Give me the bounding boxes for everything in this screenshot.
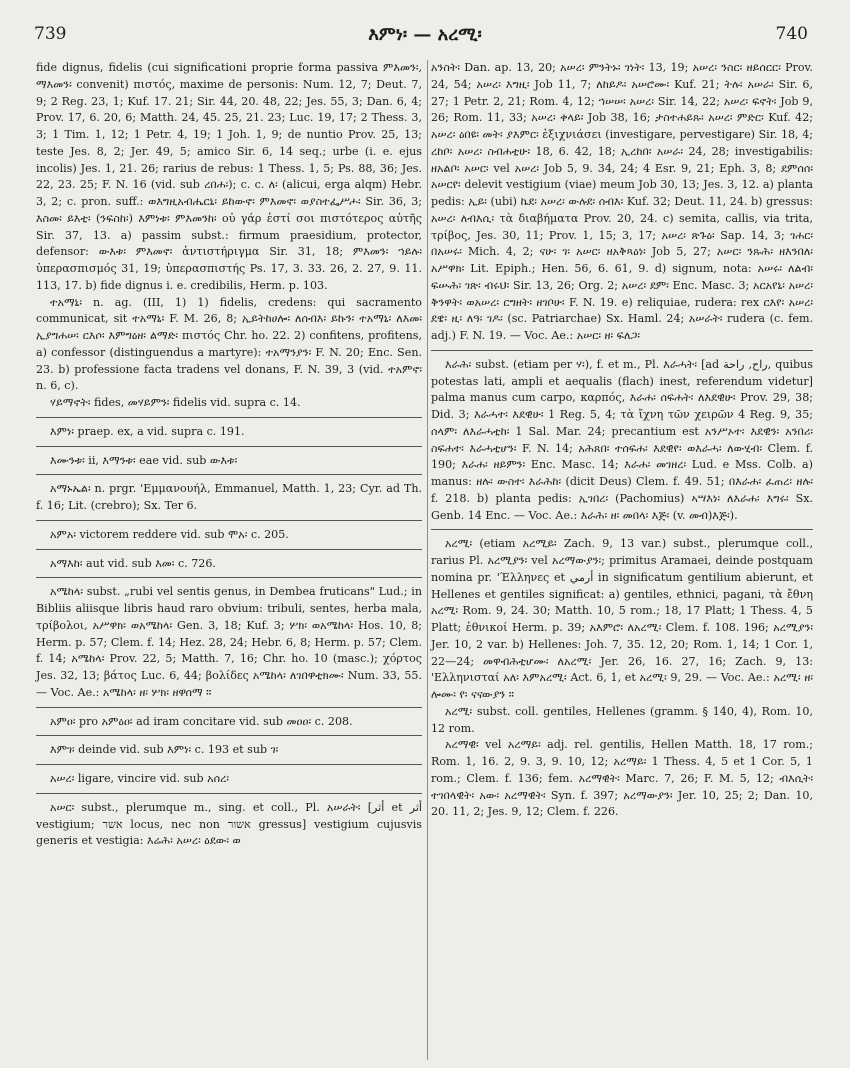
page-number-right: 740 [775, 24, 808, 44]
entry-text: አማኑኤል፡ n. prgr. 'Εμμανουήλ, Emmanuel, Matth. 1, 23; Cyr. ad Th. f. 16; Lit. (crebro); Sx. Ter 6. [36, 482, 422, 512]
entry-divider [36, 735, 422, 736]
running-title: እምነ፡ — አረሚ፡ [368, 24, 482, 45]
entry-text: ተአማኒ፡ n. ag. (III, 1) 1) fidelis, credens: qui sacramento communicat, sit ተአማኒ፡ F. M. 26, 8; ኢይትከሀሎ፡ ለሰብእ፡ ይኩን፡ ተአማኒ፡ ለእመ፡ ኢያግሐሠ፡ ርእሶ፡ እምግዕዘ፡ ልማድ፡ πιστός Chr. ho. 22. 2) confitens, profitens, a) confessor (distinguendus a martyre): ተአማንያን፡ F. N. 20; Enc. Sen. 23. b) professione facta tradens vel donans, F. N. 39, 3 (vid. ተአምኖ፡ n. 6, c). [36, 295, 422, 393]
entry-text: እሙንቱ፡ ii, እማንቱ፡ eae vid. sub ውእቱ፡ [50, 453, 238, 467]
entry-text: አምዐ፡ pro አምዕዐ፡ ad iram concitare vid. sub መዐዐ፡ c. 208. [50, 714, 353, 728]
entry-divider [36, 549, 422, 550]
entry-divider [431, 529, 813, 530]
entry-text: አረሚ፡ subst. coll. gentiles, Hellenes (gramm. § 140, 4), Rom. 10, 12 rom. [431, 704, 813, 735]
column-divider [427, 60, 428, 1060]
entry-divider [431, 350, 813, 351]
left-column [36, 60, 422, 850]
entry-divider [36, 520, 422, 521]
entry-text: እምነ፡ praep. ex, a vid. supra c. 191. [50, 424, 245, 438]
right-column [431, 60, 813, 821]
entry-divider [36, 707, 422, 708]
entry-text: እራሕ፡ subst. (etiam per ሃ፡), f. et m., Pl. እራሓት፡ [ad راح, راحة, quibus potestas lati, ampli et aequalis (flach) inest, referendum videtur] palma manus cum carpo, καρπός, እራሐ፡ ሰፍሐት፡ ለእደዊሁ፡ Prov. 29, 38; Did. 3; እራሓተ፡ እደዊሁ፡ 1 Reg. 5, 4; τὰ ἴχνη τῶν χειρῶν 4 Reg. 9, 35; ሰላም፡ ለእራሓቲከ፡ 1 Sal. Mar. 24; precantium est አንሥኦተ፡ እደዊን፡ አንበሪ፡ ስፍሐተ፡ እራሓቲሆን፡ F. N. 14; አሕጸበ፡ ተሰፍሐ፡ እደዊየ፡ ወእራሓ፡ ለውሂብ፡ Clem. f. 190; እራሐ፡ ዘይምን፡ Enc. Masc. 14; እራሐ፡ መገዘረ፡ Lud. e Mss. Colb. a) manus: ዘሉ፡ ውስተ፡ እራሕከ፡ (dicit Deus) Clem. f. 49. 51; በእራሐ፡ ፈጠረ፡ ዘሉ፡ f. 218. b) planta pedis: ኢገበረ፡ (Pachomius) ኣሣእነ፡ ለእራሐ፡ እግሩ፡ Sx. Genb. 14 Enc. — Voc. Ae.: እራሕ፡ ዘ፡ መበላ፡ እጅ፡ (v. መብ)እጅ፡). [431, 357, 813, 522]
entry-text: fide dignus, fidelis (cui significationi proprie forma passiva ምእመን፡, ማእመን፡ convenit) πιστός, maxime de personis: Num. 12, 7; Deut. 7, 9; 2 Reg. 23, 1; Kuf. 17. 21; Sir. 44, 20. 48, 22; Jes. 55, 3; Dan. 6, 4; Prov. 17, 6. 20, 6; Matth. 24, 45. 25, 21. 23; Luc. 19, 17; 2 Thess. 3, 3; 1 Tim. 1, 12; 1 Petr. 4, 19; 1 Joh. 1, 9; de nuntio Prov. 25, 13; teste Jes. 8, 2; Jer. 49, 5; amico Sir. 6, 14 seq.; urbe (i. e. ejus incolis) Jes. 1, 21. 26; rarius de rebus: 1 Thess. 1, 5; Ps. 88, 36; Jes. 22, 23. 25; F. N. 16 (vid. sub ረበሐ፡); c. c. ለ፡ (alicui, erga alqm) Hebr. 3, 2; c. pron. suff.: ወእግዚአብሔርኒ፡ ይከውኖ፡ ምእመኖ፡ ወያስተፌሥሖ፡ Sir. 36, 3; እስመ፡ ይእቲ፡ (ንፍስከ፡) እምነቱ፡ ምእመንከ፡ οὐ γάρ ἐστί σοι πιστότερος αὐτῆς Sir. 37, 13. a) passim subst.: firmum praesidium, protector, defensor: ውእቱ፡ ምእመኖ፡ ἀντιστήριγμα Sir. 31, 18; ምእመን፡ ኀይሉ፡ ὑπερασπισμός 31, 19; ὑπερασπιστής Ps. 17, 3. 33. 26, 2. 27, 9. 11. 113, 17. b) fide dignus i. e. credibilis, Herm. p. 103. [36, 61, 422, 292]
entry-text: አሠር፡ subst., plerumque m., sing. et coll., Pl. አሠራት፡ [أثر et أثر vestigium; אשר locus, nec non אשור gressus] vestigium cujusvis generis et vestigia: እሬሕ፡ አሠረ፡ ዕደው፡ ወ [36, 800, 423, 848]
entry-divider [36, 577, 422, 578]
entry-text: ሃይማኖት፡ fides, መሃይምን፡ fidelis vid. supra c. 14. [50, 396, 301, 409]
entry-text: አሜከላ፡ subst. „rubi vel sentis genus, in Dembea fruticans" Lud.; in Bibliis aliisque libris haud raro obvium: tribuli, sentes, herba mala, τρίβολοι, አሥዋክ፡ ወአሜከላ፡ Gen. 3, 18; Kuf. 3; ሦክ፡ ወአሜከላ፡ Hos. 10, 8; Herm. p. 57; Clem. f. 14; Hez. 28, 24; Hebr. 6, 8; Herm. p. 57; Clem. f. 14; አሜከላ፡ Prov. 22, 5; Matth. 7, 16; Chr. ho. 10 (masc.); χόρτος Jes. 32, 13; βάτος Luc. 6, 44; βολίδες አሜከላ፡ ለገበዋቲክሙ፡ Num. 33, 55. — Voc. Ae.: አሜከላ፡ ዘ፡ ሦክ፡ ዘዋሰማ ። [36, 585, 422, 699]
entry-divider [36, 474, 422, 475]
entry-text: አረሚ፡ (etiam አረሚይ፡ Zach. 9, 13 var.) subst., plerumque coll., rarius Pl. አረሚያን፡ vel አረማውያን፡; primitus Aramaei, deinde postquam nomina pr. 'Έλληνες et أرمي in significatum gentilium abierunt, et Hellenes et gentiles significat: a) gentiles, ethnici, pagani, τὰ ἔθνη አረሚ፡ Rom. 9, 24. 30; Matth. 10, 5 rom.; 18, 17 Platt; 1 Thess. 4, 5 Platt; ἐθνικοί Herm. p. 39; አእምሮ፡ ለአረሚ፡ Clem. f. 108. 196; አረሚያን፡ Jer. 10, 2 var. b) Hellenes: Joh. 7, 35. 12, 20; Rom. 1, 14; 1 Cor. 1, 22—24; መዋብሕቲሆሙ፡ ለአረሚ፡ Jer. 26, 16. 27, 16; Zach. 9, 13: 'Ελληνισταί አለ፡ እምአረሚ፡ Act. 6, 1, et አረሚ፡ 9, 29. — Voc. Ae.: አረሚ፡ ዘ፡ ሎሙ፡ የ፡ ናናውያን ። [431, 537, 814, 701]
entry-text: አምአ፡ victorem reddere vid. sub ሞአ፡ c. 205. [50, 527, 289, 541]
entry-text: አረማዊ፡ vel አረማይ፡ adj. rel. gentilis, Hellen Matth. 18, 17 rom.; Rom. 1, 16. 2, 9. 3, 9. 10, 12; አረማይ፡ 1 Thess. 4, 5 et 1 Cor. 5, 1 rom.; Clem. f. 136; fem. አረማዊት፡ Marc. 7, 26; F. M. 5, 12; ብእሲት፡ ተገበላዊት፡ አው፡ አረማዊት፡ Syn. f. 397; አረማውያን፡ Jer. 10, 25; 2; Dan. 10, 20. 11, 2; Jes. 9, 12; Clem. f. 226. [431, 738, 813, 819]
entry-text: አሠረ፡ ligare, vincire vid. sub አሰረ፡ [50, 772, 229, 785]
entry-divider [36, 793, 422, 794]
page-number-left: 739 [34, 24, 67, 44]
entry-text: አንስት፡ Dan. ap. 13, 20; አሠረ፡ ምንትኑ፡ ገነት፡ 13, 19; አሠረ፡ ንስር፡ ዘይሰርር፡ Prov. 24, 54; አሠረ፡ እግዚ፡ Job 11, 7; ለከይዶ፡ አሠሮሙ፡ Kuf. 21; ትሉ፡ አሠራ፡ Sir. 6, 27; 1 Petr. 2, 21; Rom. 4, 12; ኀሠሠ፡ አሠረ፡ Sir. 14, 22; አሠረ፡ ፍኖት፡ Job 9, 26; Rom. 11, 33; አሠረ፡ ቀላይ፡ Job 38, 16; ታስተሐይጹ፡ አሠረ፡ ምድር፡ Kuf. 42; አሠረ፡ ዕበዩ፡ መት፡ ያእምር፡ ἐξιχνιάσει (investigare, pervestigare) Sir. 18, 4; ረከቦ፡ አሠረ፡ ስብሐቲሁ፡ 18, 6. 42, 18; ኢረከበ፡ አሠራ፡ 24, 28; investigabilis: ዘአልቦ፡ አሠር፡ vel አሠረ፡ Job 5, 9. 34, 24; 4 Esr. 9, 21; Eph. 3, 8; ደምሰሰ፡ አሠርየ፡ delevit vestigium (viae) meum Job 30, 13; Jes. 3, 12. a) planta pedis: ኢይ፡ (ubi) ኬደ፡ አሠረ፡ ውሉደ፡ ሰብእ፡ Kuf. 32; Deut. 11, 24. b) gressus: አሠረ፡ ለብእሲ፡ τὰ διαβήματα Prov. 20, 24. c) semita, callis, via trita, τρίβος, Jes. 30, 11; Prov. 1, 15; 3, 17; አሠረ፡ ጽጉዕ፡ Sap. 14, 3; ገሐር፡ በአሠሩ፡ Mich. 4, 2; ናሁ፡ ገ፡ አሠር፡ ዘአቅጻዕነ፡ Job 5, 27; አሠር፡ ንጹሕ፡ ዘእንበለ፡ አሥዋክ፡ Lit. Epiph.; Hen. 56, 6. 61, 9. d) signum, nota: አሠሩ፡ ለልብ፡ ፍሡሕ፡ ገጽ፡ ብሩህ፡ Sir. 13, 26; Org. 2; አሠረ፡ ደም፡ Enc. Masc. 3; አርአየኒ፡ አሠረ፡ ቅንዋት፡ ወአሠረ፡ ርግዘት፡ ዘገቦሁ፡ F. N. 19. e) reliquiae, rudera: rex ርእየ፡ አሠረ፡ ደዌ፡ ዚ፡ ለዓ፡ ገዶ፡ (sc. Patriarchae) Sx. Haml. 24; አሠራት፡ rudera (c. fem. adj.) F. N. 19. — Voc. Ae.: አሠር፡ ዘ፡ ፍለጋ፡ [431, 61, 813, 342]
entry-divider [36, 417, 422, 418]
entry-divider [36, 764, 422, 765]
entry-divider [36, 446, 422, 447]
entry-text: እምገ፡ deinde vid. sub እምነ፡ c. 193 et sub ገ፡ [50, 743, 279, 757]
page-header [0, 0, 850, 56]
entry-text: አማእከ፡ aut vid. sub እመ፡ c. 726. [50, 556, 216, 570]
